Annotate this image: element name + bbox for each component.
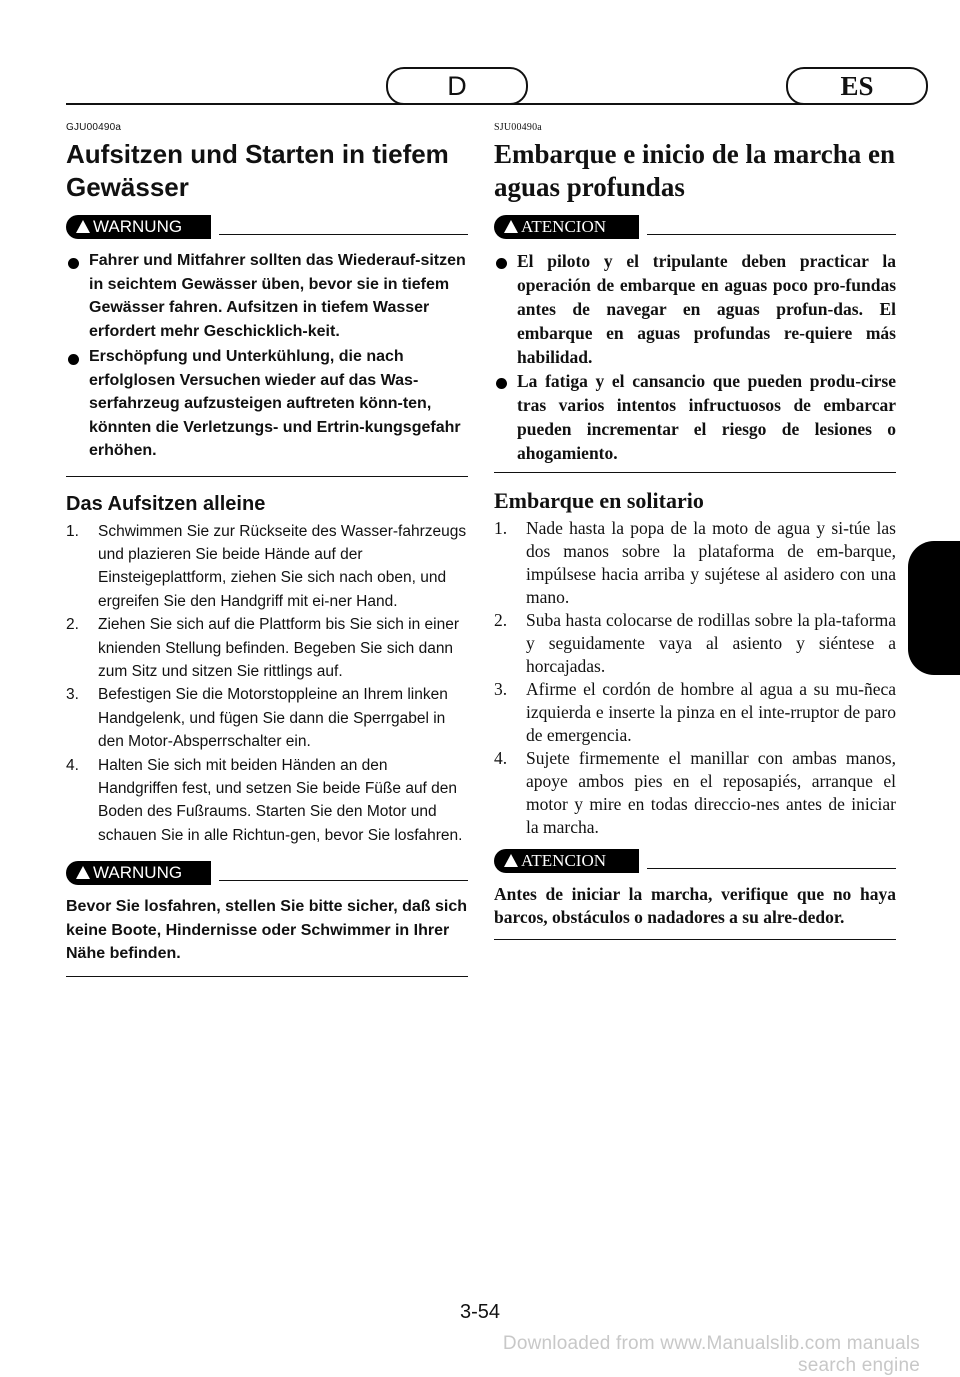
warning-end-rule xyxy=(66,976,468,977)
warning-text: Antes de iniciar la marcha, verifique que no haya barcos, obstáculos o nadadores a su alre-dedor. xyxy=(494,884,896,927)
warning-end-rule xyxy=(494,939,896,940)
step-item xyxy=(66,683,468,753)
step-item xyxy=(494,517,896,609)
step-text: Befestigen Sie die Motorstoppleine an Ihrem linken Handgelenk, und fügen Sie dann die Sperrgabel in den Motor-Absperrschalter ein. xyxy=(98,686,448,751)
warning-label: ATENCION xyxy=(521,217,606,236)
bullet-icon xyxy=(496,258,507,269)
section-tab xyxy=(908,541,960,675)
warning-list xyxy=(66,249,468,463)
warning-item-text: El piloto y el tripulante deben practicar la operación de embarque en aguas poco pro-fundas antes de navegar en aguas profun-das. El embarque en aguas profundas re-quiere más habilidad. xyxy=(517,251,896,367)
footer-watermark: Downloaded from www.Manualslib.com manuals search engine xyxy=(502,1333,920,1376)
page-number: 3-54 xyxy=(459,1301,501,1323)
step-item xyxy=(494,747,896,839)
warning-label: ATENCION xyxy=(521,851,606,870)
language-badge-es: ES xyxy=(786,67,928,105)
warning-item-text: La fatiga y el cansancio que pueden produ-cirse tras varios intentos infructuosos de embarcar pueden incrementar el riesgo de lesiones o ahogamiento. xyxy=(517,371,896,463)
warning-header xyxy=(494,215,896,241)
step-item xyxy=(494,678,896,747)
step-item xyxy=(66,613,468,683)
warning-triangle-icon xyxy=(504,854,518,867)
language-badge-de: D xyxy=(386,67,528,105)
warning-list xyxy=(494,249,896,465)
section-code: GJU00490a xyxy=(66,122,122,133)
subsection-title: Embarque en solitario xyxy=(494,488,704,513)
step-number: 3. xyxy=(66,686,79,704)
step-item xyxy=(66,754,468,848)
step-number: 4. xyxy=(66,756,79,774)
section-title: Aufsitzen und Starten in tiefem Gewässer xyxy=(66,139,449,202)
step-number: 1. xyxy=(66,522,79,540)
subsection-title: Das Aufsitzen alleine xyxy=(66,492,266,515)
step-number: 2. xyxy=(494,610,508,630)
step-list xyxy=(66,520,468,848)
section-code: SJU00490a xyxy=(494,122,542,133)
warning-header xyxy=(494,849,896,875)
warning-label-box xyxy=(66,861,211,885)
warning-label-box xyxy=(494,215,639,239)
step-text: Sujete firmemente el manillar con ambas manos, apoye ambos pies en el reposapiés, arranque el motor y mire en todas direccio-nes antes de iniciar la marcha. xyxy=(526,748,896,837)
spanish-column xyxy=(494,122,896,940)
warning-triangle-icon xyxy=(76,866,90,879)
warning-end-rule xyxy=(66,476,468,477)
bullet-icon xyxy=(68,354,79,365)
warning-label: WARNUNG xyxy=(93,863,183,883)
warning-rule xyxy=(219,234,468,235)
warning-triangle-icon xyxy=(504,220,518,233)
warning-item xyxy=(494,369,896,465)
warning-end-rule xyxy=(494,472,896,473)
language-header xyxy=(66,64,896,108)
step-number: 4. xyxy=(494,748,508,768)
warning-item xyxy=(494,249,896,369)
warning-rule xyxy=(647,234,896,235)
warning-rule xyxy=(647,868,896,869)
step-item xyxy=(494,609,896,678)
warning-header xyxy=(66,215,468,241)
bullet-icon xyxy=(68,258,79,269)
step-number: 2. xyxy=(66,616,79,634)
warning-item xyxy=(66,345,468,463)
step-text: Ziehen Sie sich auf die Plattform bis Sie sich in einer knienden Stellung befinden. Begeben Sie sich dann zum Sitz und sitzen Sie rittlings auf. xyxy=(98,616,459,680)
warning-label-box xyxy=(66,215,211,239)
step-list xyxy=(494,517,896,839)
warning-label: WARNUNG xyxy=(93,217,183,236)
warning-triangle-icon xyxy=(76,220,90,233)
warning-rule xyxy=(219,880,468,881)
warning-label-box xyxy=(494,849,639,873)
warning-text: Bevor Sie losfahren, stellen Sie bitte sicher, daß sich keine Boote, Hindernisse oder Schwimmer in Ihrer Nähe befinden. xyxy=(66,898,468,963)
bullet-icon xyxy=(496,378,507,389)
step-text: Nade hasta la popa de la moto de agua y si-túe las dos manos sobre la plataforma de em-barque, impúlsese hacia arriba y sujétese al asidero con una mano. xyxy=(526,518,896,607)
warning-item xyxy=(66,249,468,343)
step-text: Schwimmen Sie zur Rückseite des Wasser-fahrzeugs und plazieren Sie beide Hände auf der Einsteigeplattform, ziehen Sie sich nach oben, und ergreifen Sie den Handgriff mit ei-ner Hand. xyxy=(98,522,467,610)
step-text: Halten Sie sich mit beiden Händen an den Handgriffen fest, und setzen Sie beide Füße auf den Boden des Fußraums. Starten Sie den Motor und schauen Sie in alle Richtun-gen, bevor Sie losfahren. xyxy=(98,756,463,844)
warning-item-text: Fahrer und Mitfahrer sollten das Wiederauf-sitzen in seichtem Gewässer üben, bevor sie in tiefem Gewässer fahren. Aufsitzen in tiefem Wasser erfordert mehr Geschicklich-keit. xyxy=(89,252,466,340)
warning-item-text: Erschöpfung und Unterkühlung, die nach erfolglosen Versuchen wieder auf das Was-serfahrzeug aufzusteigen auftreten könn-ten, könnten die Verletzungs- und Ertrin-kungsgefahr erhöhen. xyxy=(89,348,461,459)
step-item xyxy=(66,520,468,614)
step-text: Suba hasta colocarse de rodillas sobre la pla-taforma y seguidamente vaya al asiento y siéntese a horcajadas. xyxy=(526,610,896,676)
step-number: 1. xyxy=(494,518,508,538)
german-column xyxy=(66,122,468,977)
step-text: Afirme el cordón de hombre al agua a su mu-ñeca izquierda e inserte la pinza en el inte-rruptor de paro de emergencia. xyxy=(526,679,896,745)
warning-header xyxy=(66,861,468,887)
section-title: Embarque e inicio de la marcha en aguas profundas xyxy=(494,139,896,202)
step-number: 3. xyxy=(494,679,508,699)
